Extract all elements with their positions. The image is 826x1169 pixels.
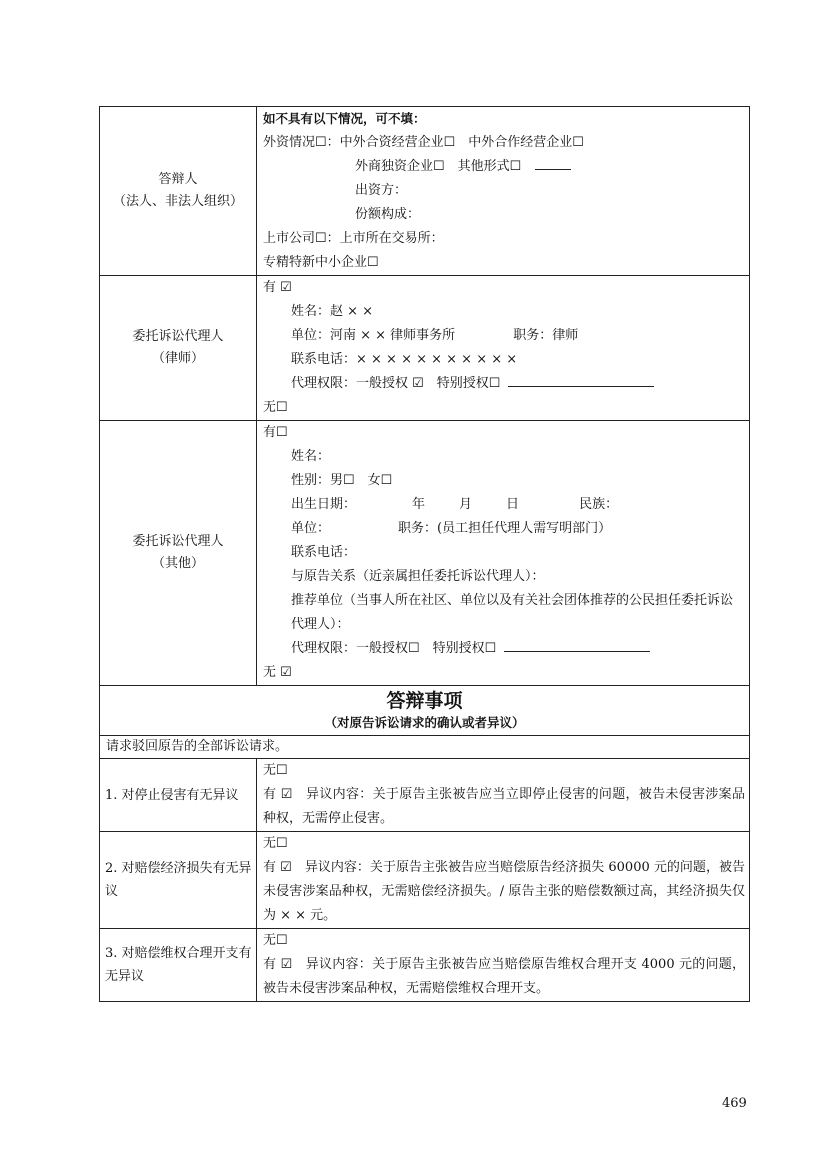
defense-form-table bbox=[99, 106, 750, 1002]
special-authority-blank bbox=[508, 372, 654, 387]
section-title: 答辩事项 bbox=[386, 690, 463, 712]
birth-date-label: 出生日期： bbox=[291, 497, 357, 512]
lawyer-name: 姓名：赵 × × bbox=[291, 304, 374, 319]
plaintiff-relation: 与原告关系（近亲属担任委托诉讼代理人）： bbox=[291, 569, 545, 584]
other-agent-authority-line bbox=[263, 637, 745, 661]
other-agent-content-cell bbox=[257, 421, 750, 686]
respondent-label-sub: （法人、非法人组织） bbox=[112, 194, 243, 209]
birth-month: 月 bbox=[459, 497, 473, 512]
page-number: 469 bbox=[722, 1096, 747, 1111]
objection-detail: 有 ☑ 异议内容：关于原告主张被告应当赔偿原告维权合理开支 4000 元的问题，被告未侵害涉案品种权，无需赔偿维权合理开支。 bbox=[263, 957, 745, 996]
recommending-unit: 推荐单位（当事人所在社区、单位以及有关社会团体推荐的公民担任委托诉讼代理人）： bbox=[291, 593, 734, 632]
lawyer-label-cell bbox=[100, 276, 257, 421]
objection-none: 无☐ bbox=[263, 933, 288, 948]
objection-content-cell bbox=[257, 759, 750, 832]
foreign-investment-line1: 外资情况☐：中外合资经营企业☐ 中外合作经营企业☐ bbox=[263, 135, 584, 150]
lawyer-has-checkbox: 有 ☑ bbox=[263, 280, 292, 295]
other-agent-label-cell bbox=[100, 421, 257, 686]
foreign-investment-line2 bbox=[263, 155, 745, 179]
lawyer-authority-line bbox=[263, 372, 745, 396]
request-text: 请求驳回原告的全部诉讼请求。 bbox=[100, 736, 750, 759]
objection-row bbox=[100, 759, 750, 832]
other-agent-unit: 单位： bbox=[291, 521, 331, 536]
request-row bbox=[100, 736, 750, 759]
lawyer-unit-line bbox=[263, 324, 745, 348]
objection-label: 3. 对赔偿维权合理开支有无异议 bbox=[100, 929, 257, 1002]
other-form-blank bbox=[535, 155, 571, 170]
objection-detail: 有 ☑ 异议内容：关于原告主张被告应当立即停止侵害的问题，被告未侵害涉案品种权，无需停止侵害。 bbox=[263, 787, 745, 826]
lawyer-content-cell bbox=[257, 276, 750, 421]
other-agent-has-checkbox: 有☐ bbox=[263, 425, 288, 440]
lawyer-agent-row bbox=[100, 276, 750, 421]
respondent-label-cell bbox=[100, 107, 257, 276]
capital-contributor: 出资方： bbox=[355, 183, 408, 198]
other-agent-none-checkbox: 无 ☑ bbox=[263, 665, 292, 680]
objection-none: 无☐ bbox=[263, 836, 288, 851]
share-structure: 份额构成： bbox=[355, 207, 421, 222]
lawyer-label: 委托诉讼代理人 bbox=[132, 329, 224, 344]
other-agent-authority: 代理权限：一般授权☐ 特别授权☐ bbox=[291, 641, 497, 656]
ethnicity: 民族： bbox=[579, 497, 619, 512]
lawyer-title: 职务：律师 bbox=[513, 328, 579, 343]
objection-none: 无☐ bbox=[263, 763, 288, 778]
other-agent-title: 职务：(员工担任代理人需写明部门） bbox=[398, 521, 612, 536]
objection-detail: 有 ☑ 异议内容：关于原告主张被告应当赔偿原告经济损失 60000 元的问题，被告未侵害涉案品种权，无需赔偿经济损失。/ 原告主张的赔偿数额过高，其经济损失仅为 × × 元。 bbox=[263, 860, 745, 923]
other-agent-label-sub: （其他） bbox=[151, 556, 204, 571]
respondent-note: 如不具有以下情况，可不填： bbox=[263, 111, 426, 126]
lawyer-unit: 单位：河南 × × 律师事务所 bbox=[291, 328, 456, 343]
lawyer-phone: 联系电话：× × × × × × × × × × × bbox=[291, 352, 518, 367]
respondent-row bbox=[100, 107, 750, 276]
other-agent-row bbox=[100, 421, 750, 686]
respondent-label: 答辩人 bbox=[158, 172, 198, 187]
other-agent-label: 委托诉讼代理人 bbox=[132, 534, 224, 549]
other-agent-birth-line bbox=[263, 493, 745, 517]
defense-section-row bbox=[100, 686, 750, 736]
other-special-authority-blank bbox=[504, 637, 650, 652]
section-subtitle: （对原告诉讼请求的确认或者异议） bbox=[324, 715, 525, 730]
other-agent-gender: 性别：男☐ 女☐ bbox=[291, 473, 393, 488]
birth-year: 年 bbox=[412, 497, 426, 512]
other-agent-unit-line bbox=[263, 517, 745, 541]
objection-content-cell bbox=[257, 929, 750, 1002]
other-agent-phone: 联系电话： bbox=[291, 545, 357, 560]
respondent-content-cell bbox=[257, 107, 750, 276]
specialized-sme: 专精特新中小企业☐ bbox=[263, 255, 379, 270]
objection-row bbox=[100, 832, 750, 929]
birth-day: 日 bbox=[506, 497, 520, 512]
other-agent-name: 姓名： bbox=[291, 449, 331, 464]
objection-label: 1. 对停止侵害有无异议 bbox=[100, 759, 257, 832]
lawyer-authority: 代理权限：一般授权 ☑ 特别授权☐ bbox=[291, 376, 501, 391]
foreign-investment-options: 外商独资企业☐ 其他形式☐ bbox=[355, 159, 522, 174]
objection-row bbox=[100, 929, 750, 1002]
defense-section-header bbox=[100, 686, 750, 736]
lawyer-label-sub: （律师） bbox=[151, 351, 204, 366]
lawyer-none-checkbox: 无☐ bbox=[263, 400, 288, 415]
objection-label: 2. 对赔偿经济损失有无异议 bbox=[100, 832, 257, 929]
listed-company: 上市公司☐：上市所在交易所： bbox=[263, 231, 444, 246]
objection-content-cell bbox=[257, 832, 750, 929]
